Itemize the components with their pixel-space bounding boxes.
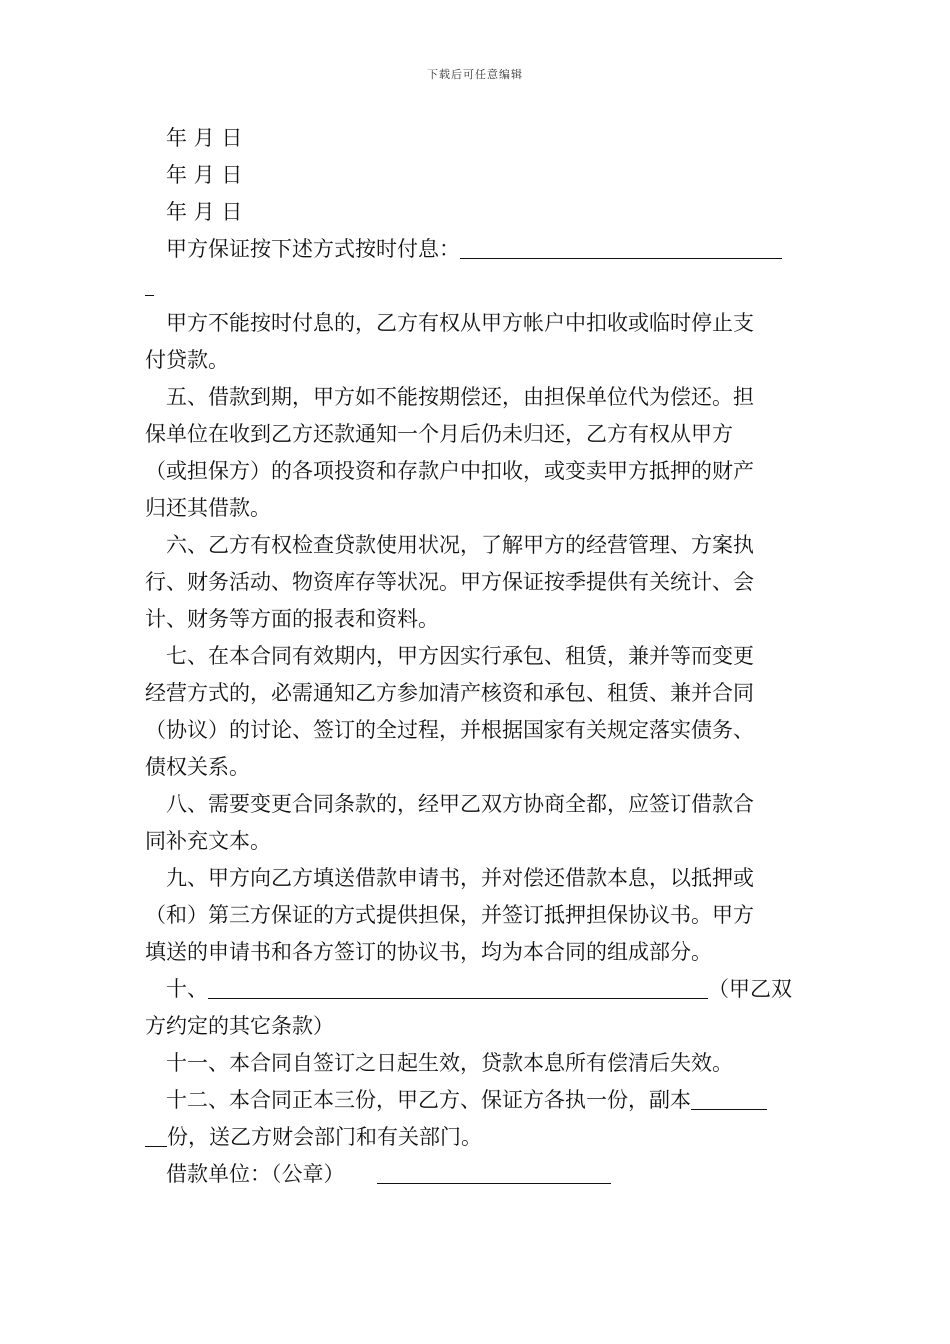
clause-6-line-3: 计、财务等方面的报表和资料。 <box>145 607 439 631</box>
clause-9-line-3: 填送的申请书和各方签订的协议书，均为本合同的组成部分。 <box>145 940 712 964</box>
date-line-2: 年 月 日 <box>166 163 243 187</box>
clause-10-line-2: 方约定的其它条款） <box>145 1014 334 1038</box>
clause-9-line-2: （和）第三方保证的方式提供担保，并签订抵押担保协议书。甲方 <box>145 903 754 927</box>
clause-12-line-1 <box>145 1082 807 1119</box>
borrower-label: 借款单位：（公章） <box>166 1162 345 1186</box>
clause-7-line-4: 债权关系。 <box>145 755 250 779</box>
copies-blank-cont <box>145 1119 167 1147</box>
payment-method-blank <box>460 231 782 259</box>
clause-5-line-1: 五、借款到期，甲方如不能按期偿还，由担保单位代为偿还。担 <box>166 385 754 409</box>
document-body <box>145 120 807 1193</box>
clause-6-line-2: 行、财务活动、物资库存等状况。甲方保证按季提供有关统计、会 <box>145 570 754 594</box>
clause-8-line-1: 八、需要变更合同条款的，经甲乙双方协商全都，应签订借款合 <box>166 792 754 816</box>
clause-7-line-3: （协议）的讨论、签订的全过程，并根据国家有关规定落实债务、 <box>145 718 754 742</box>
clause-5-line-2: 保单位在收到乙方还款通知一个月后仍未归还，乙方有权从甲方 <box>145 422 733 446</box>
borrower-signature-blank <box>377 1156 611 1184</box>
interest-clause-line-1: 甲方不能按时付息的，乙方有权从甲方帐户中扣收或临时停止支 <box>166 311 754 335</box>
interest-clause-line-2: 付贷款。 <box>145 348 229 372</box>
payment-method-blank-cont <box>145 268 807 305</box>
clause-6-line-1: 六、乙方有权检查贷款使用状况，了解甲方的经营管理、方案执 <box>166 533 754 557</box>
clause-5-line-3: （或担保方）的各项投资和存款户中扣收，或变卖甲方抵押的财产 <box>145 459 754 483</box>
clause-7-line-2: 经营方式的，必需通知乙方参加清产核资和承包、租赁、兼并合同 <box>145 681 754 705</box>
date-line-1: 年 月 日 <box>166 126 243 150</box>
copies-blank <box>691 1082 767 1110</box>
blank-tail <box>145 268 154 296</box>
clause-12-text: 十二、本合同正本三份，甲乙方、保证方各执一份，副本 <box>166 1088 691 1112</box>
clause-10-blank <box>208 971 708 999</box>
borrower-line <box>145 1156 807 1193</box>
clause-10-line-1 <box>145 971 807 1008</box>
clause-9-line-1: 九、甲方向乙方填送借款申请书，并对偿还借款本息，以抵押或 <box>166 866 754 890</box>
payment-clause-text: 甲方保证按下述方式按时付息： <box>166 237 460 261</box>
clause-10-prefix: 十、 <box>166 977 208 1001</box>
clause-12-text-2: 份，送乙方财会部门和有关部门。 <box>167 1125 482 1149</box>
clause-5-line-4: 归还其借款。 <box>145 496 271 520</box>
clause-12-line-2 <box>145 1119 807 1156</box>
clause-8-line-2: 同补充文本。 <box>145 829 271 853</box>
clause-10-suffix: （甲乙双 <box>708 977 792 1001</box>
clause-7-line-1: 七、在本合同有效期内，甲方因实行承包、租赁，兼并等而变更 <box>166 644 754 668</box>
date-line-3: 年 月 日 <box>166 200 243 224</box>
page-header: 下载后可任意编辑 <box>427 68 523 81</box>
payment-clause-line <box>145 231 807 268</box>
clause-11: 十一、本合同自签订之日起生效，贷款本息所有偿清后失效。 <box>166 1051 733 1075</box>
